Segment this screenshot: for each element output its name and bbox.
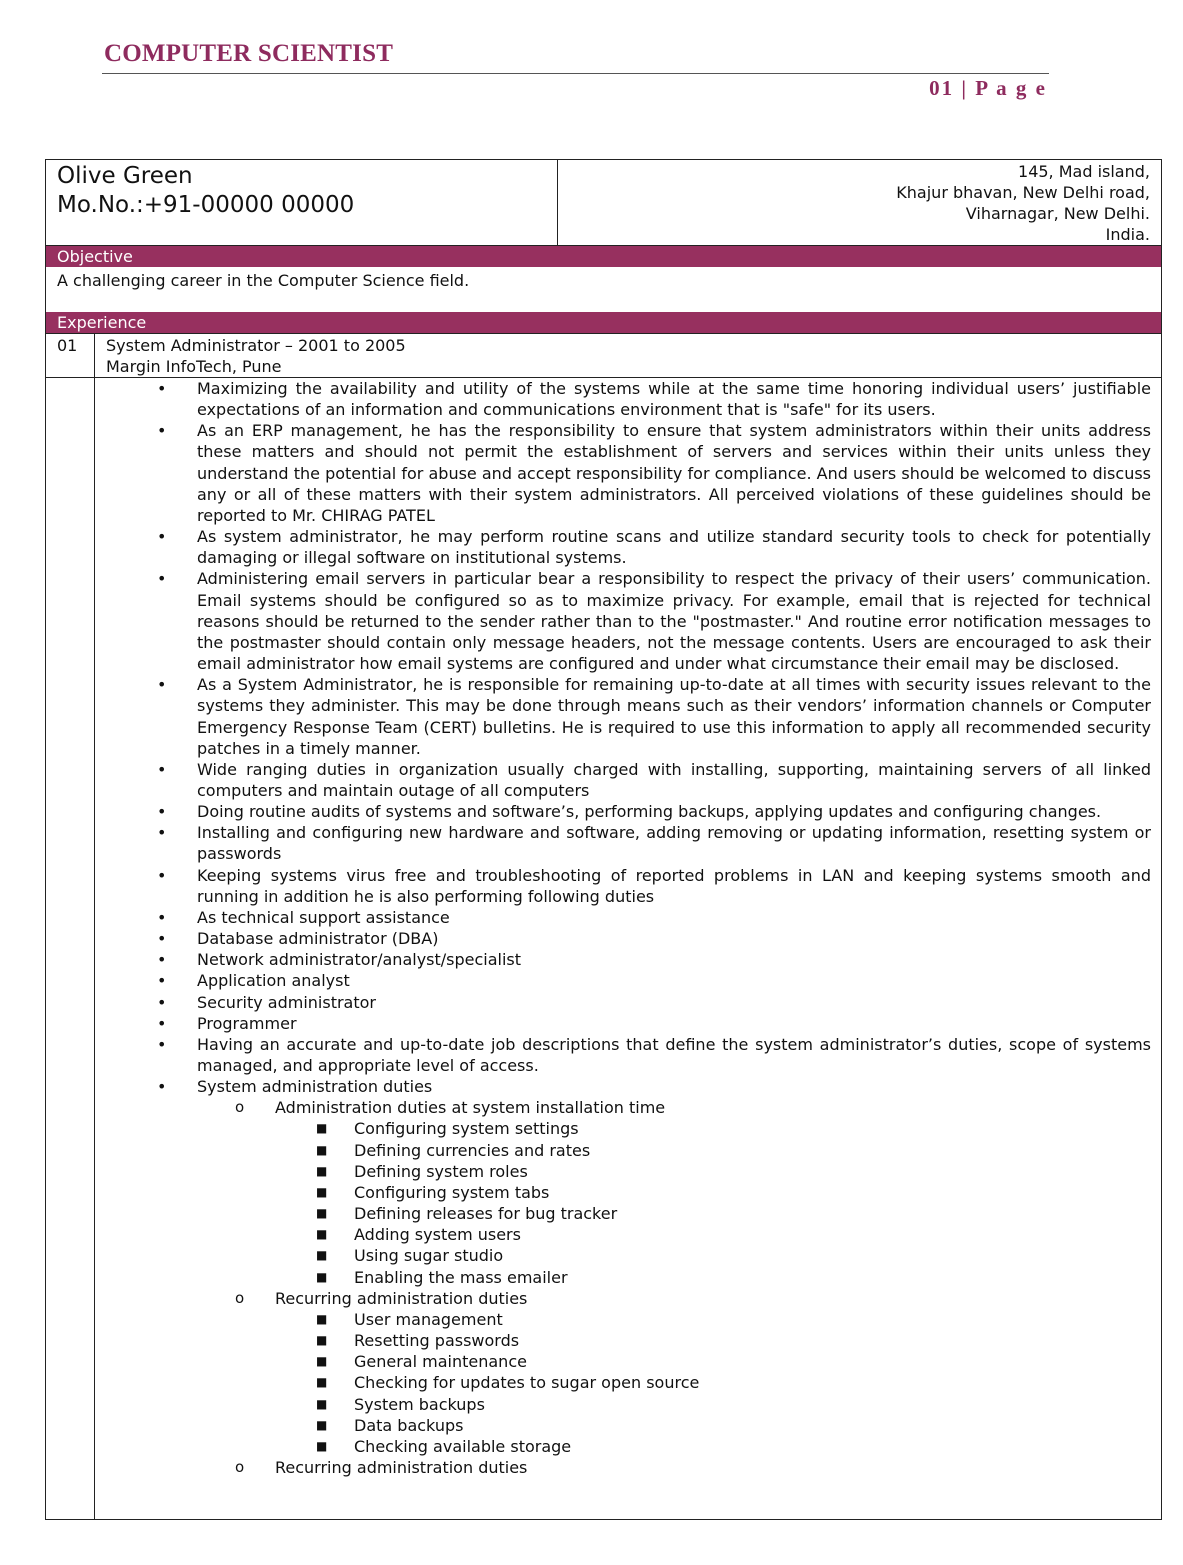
sub-sub-item: ■ User management bbox=[316, 1309, 503, 1329]
duty-item: • Network administrator/analyst/specialist bbox=[157, 950, 522, 970]
square-bullet-icon: ■ bbox=[316, 1269, 328, 1284]
duty-item: • System administration duties bbox=[157, 1077, 433, 1097]
square-bullet-icon: ■ bbox=[316, 1311, 328, 1326]
experience-title bbox=[106, 335, 406, 377]
address-block bbox=[896, 161, 1150, 245]
square-bullet-icon: ■ bbox=[316, 1163, 328, 1178]
square-bullet-icon: ■ bbox=[316, 1142, 328, 1157]
bullet-icon: • bbox=[157, 421, 167, 441]
bullet-icon: • bbox=[157, 823, 167, 843]
duties-list bbox=[157, 378, 1151, 1478]
resume-sheet bbox=[45, 159, 1162, 1520]
duty-item: • Keeping systems virus free and troubleshooting of reported problems in LAN and keeping systems smooth and running in addition he is also performing following duties bbox=[157, 865, 1151, 906]
sub-item: o Administration duties at system installation time bbox=[235, 1098, 666, 1118]
square-bullet-icon: ■ bbox=[316, 1375, 328, 1390]
address-line: India. bbox=[1105, 225, 1150, 244]
duty-item: • Administering email servers in particular bear a responsibility to respect the privacy of their users’ communication. Email systems should be configured so as to maximize privacy. For example, email that is rejected for technical reasons should be returned to the sender rather than to the "postmaster." And routine error notification messages to the postmaster should contain only message headers, not the message contents. Users are encouraged to ask their email administrator how email systems are configured and under what circumstance their email may be disclosed. bbox=[157, 569, 1151, 674]
duty-item: • As a System Administrator, he is responsible for remaining up-to-date at all times with security issues relevant to the systems they administer. This may be done through means such as their vendors’ information channels or Computer Emergency Response Team (CERT) bulletins. He is required to use this information to apply all recommended security patches in a timely manner. bbox=[157, 675, 1151, 758]
header-divider bbox=[102, 73, 1049, 74]
experience-column-divider bbox=[94, 334, 95, 1519]
bullet-icon: • bbox=[157, 907, 167, 927]
sub-sub-item: ■ Checking available storage bbox=[316, 1436, 572, 1456]
contact-row bbox=[46, 160, 1161, 246]
duty-item: • Doing routine audits of systems and software’s, performing backups, applying updates and configuring changes. bbox=[157, 802, 1102, 822]
sub-sub-item: ■ Data backups bbox=[316, 1415, 464, 1435]
address-line: Viharnagar, New Delhi. bbox=[965, 204, 1150, 223]
sub-item: o Recurring administration duties bbox=[235, 1457, 528, 1477]
square-bullet-icon: ■ bbox=[316, 1121, 328, 1136]
circle-bullet-icon: o bbox=[235, 1288, 245, 1307]
page-number: 01 | P a g e bbox=[929, 76, 1047, 100]
bullet-icon: • bbox=[157, 1013, 167, 1033]
objective-heading: Objective bbox=[46, 246, 1161, 267]
bullet-icon: • bbox=[157, 759, 167, 779]
square-bullet-icon: ■ bbox=[316, 1206, 328, 1221]
square-bullet-icon: ■ bbox=[316, 1248, 328, 1263]
sub-sub-item: ■ Configuring system tabs bbox=[316, 1182, 550, 1202]
square-bullet-icon: ■ bbox=[316, 1438, 328, 1453]
contact-divider bbox=[557, 160, 558, 245]
address-line: Khajur bhavan, New Delhi road, bbox=[896, 183, 1150, 202]
duty-item: • As an ERP management, he has the responsibility to ensure that system administrators within their units address these matters and should not permit the establishment of servers and services within their units unless they understand the potential for abuse and accept responsibility for compliance. And users should be welcomed to discuss any or all of these matters with their system administrators. All perceived violations of these guidelines should be reported to Mr. CHIRAG PATEL bbox=[157, 421, 1151, 525]
sub-sub-item: ■ Defining releases for bug tracker bbox=[316, 1204, 618, 1224]
square-bullet-icon: ■ bbox=[316, 1184, 328, 1199]
square-bullet-icon: ■ bbox=[316, 1354, 328, 1369]
sub-sub-item: ■ Using sugar studio bbox=[316, 1246, 504, 1266]
duty-item: • As technical support assistance bbox=[157, 907, 450, 927]
sub-sub-item: ■ Resetting passwords bbox=[316, 1331, 520, 1351]
sub-sub-item: ■ Configuring system settings bbox=[316, 1119, 579, 1139]
document-title: COMPUTER SCIENTIST bbox=[104, 40, 394, 67]
sub-sub-item: ■ System backups bbox=[316, 1394, 485, 1414]
square-bullet-icon: ■ bbox=[316, 1396, 328, 1411]
square-bullet-icon: ■ bbox=[316, 1227, 328, 1242]
square-bullet-icon: ■ bbox=[316, 1417, 328, 1432]
sub-sub-item: ■ Enabling the mass emailer bbox=[316, 1267, 568, 1287]
sub-item: o Recurring administration duties bbox=[235, 1288, 528, 1308]
address-line: 145, Mad island, bbox=[1018, 162, 1150, 181]
bullet-icon: • bbox=[157, 950, 167, 970]
duty-item: • Maximizing the availability and utility of the systems while at the same time honoring individual users’ justifiable expectations of an information and communications environment that is "safe" for its users. bbox=[157, 379, 1151, 420]
duty-item: • Having an accurate and up-to-date job descriptions that define the system administrator’s duties, scope of systems managed, and appropriate level of access. bbox=[157, 1034, 1151, 1075]
sub-sub-item: ■ General maintenance bbox=[316, 1352, 527, 1372]
candidate-name: Olive Green bbox=[57, 163, 193, 189]
sub-sub-item: ■ Defining system roles bbox=[316, 1161, 528, 1181]
bullet-icon: • bbox=[157, 379, 167, 398]
experience-number: 01 bbox=[57, 336, 78, 355]
bullet-icon: • bbox=[157, 1034, 167, 1054]
square-bullet-icon: ■ bbox=[316, 1333, 328, 1348]
duty-item: • Installing and configuring new hardware and software, adding removing or updating information, resetting system or passwords bbox=[157, 823, 1151, 864]
sub-sub-item: ■ Checking for updates to sugar open source bbox=[316, 1373, 700, 1393]
duty-item: • Application analyst bbox=[157, 971, 350, 991]
bullet-icon: • bbox=[157, 527, 167, 547]
bullet-icon: • bbox=[157, 929, 167, 949]
bullet-icon: • bbox=[157, 675, 167, 695]
mobile-number: Mo.No.:+91-00000 00000 bbox=[57, 192, 355, 218]
company-name: Margin InfoTech, Pune bbox=[106, 357, 282, 376]
bullet-icon: • bbox=[157, 569, 167, 589]
experience-rule bbox=[46, 333, 1161, 334]
circle-bullet-icon: o bbox=[235, 1098, 245, 1117]
duty-item: • As system administrator, he may perform routine scans and utilize standard security tools to check for potentially damaging or illegal software on institutional systems. bbox=[157, 527, 1151, 568]
bullet-icon: • bbox=[157, 802, 167, 822]
bullet-icon: • bbox=[157, 865, 167, 885]
duty-item: • Programmer bbox=[157, 1013, 297, 1033]
contact-info bbox=[57, 162, 354, 220]
circle-bullet-icon: o bbox=[235, 1457, 245, 1476]
duty-item: • Wide ranging duties in organization usually charged with installing, supporting, maintaining servers of all linked computers and maintain outage of all computers bbox=[157, 759, 1151, 800]
duty-item: • Database administrator (DBA) bbox=[157, 929, 439, 949]
sub-sub-item: ■ Adding system users bbox=[316, 1225, 521, 1245]
sub-sub-item: ■ Defining currencies and rates bbox=[316, 1140, 591, 1160]
duty-item: • Security administrator bbox=[157, 992, 376, 1012]
experience-heading: Experience bbox=[46, 312, 1161, 333]
bullet-icon: • bbox=[157, 1077, 167, 1097]
job-role: System Administrator – 2001 to 2005 bbox=[106, 336, 406, 355]
bullet-icon: • bbox=[157, 971, 167, 991]
objective-text: A challenging career in the Computer Science field. bbox=[57, 271, 470, 290]
bullet-icon: • bbox=[157, 992, 167, 1012]
